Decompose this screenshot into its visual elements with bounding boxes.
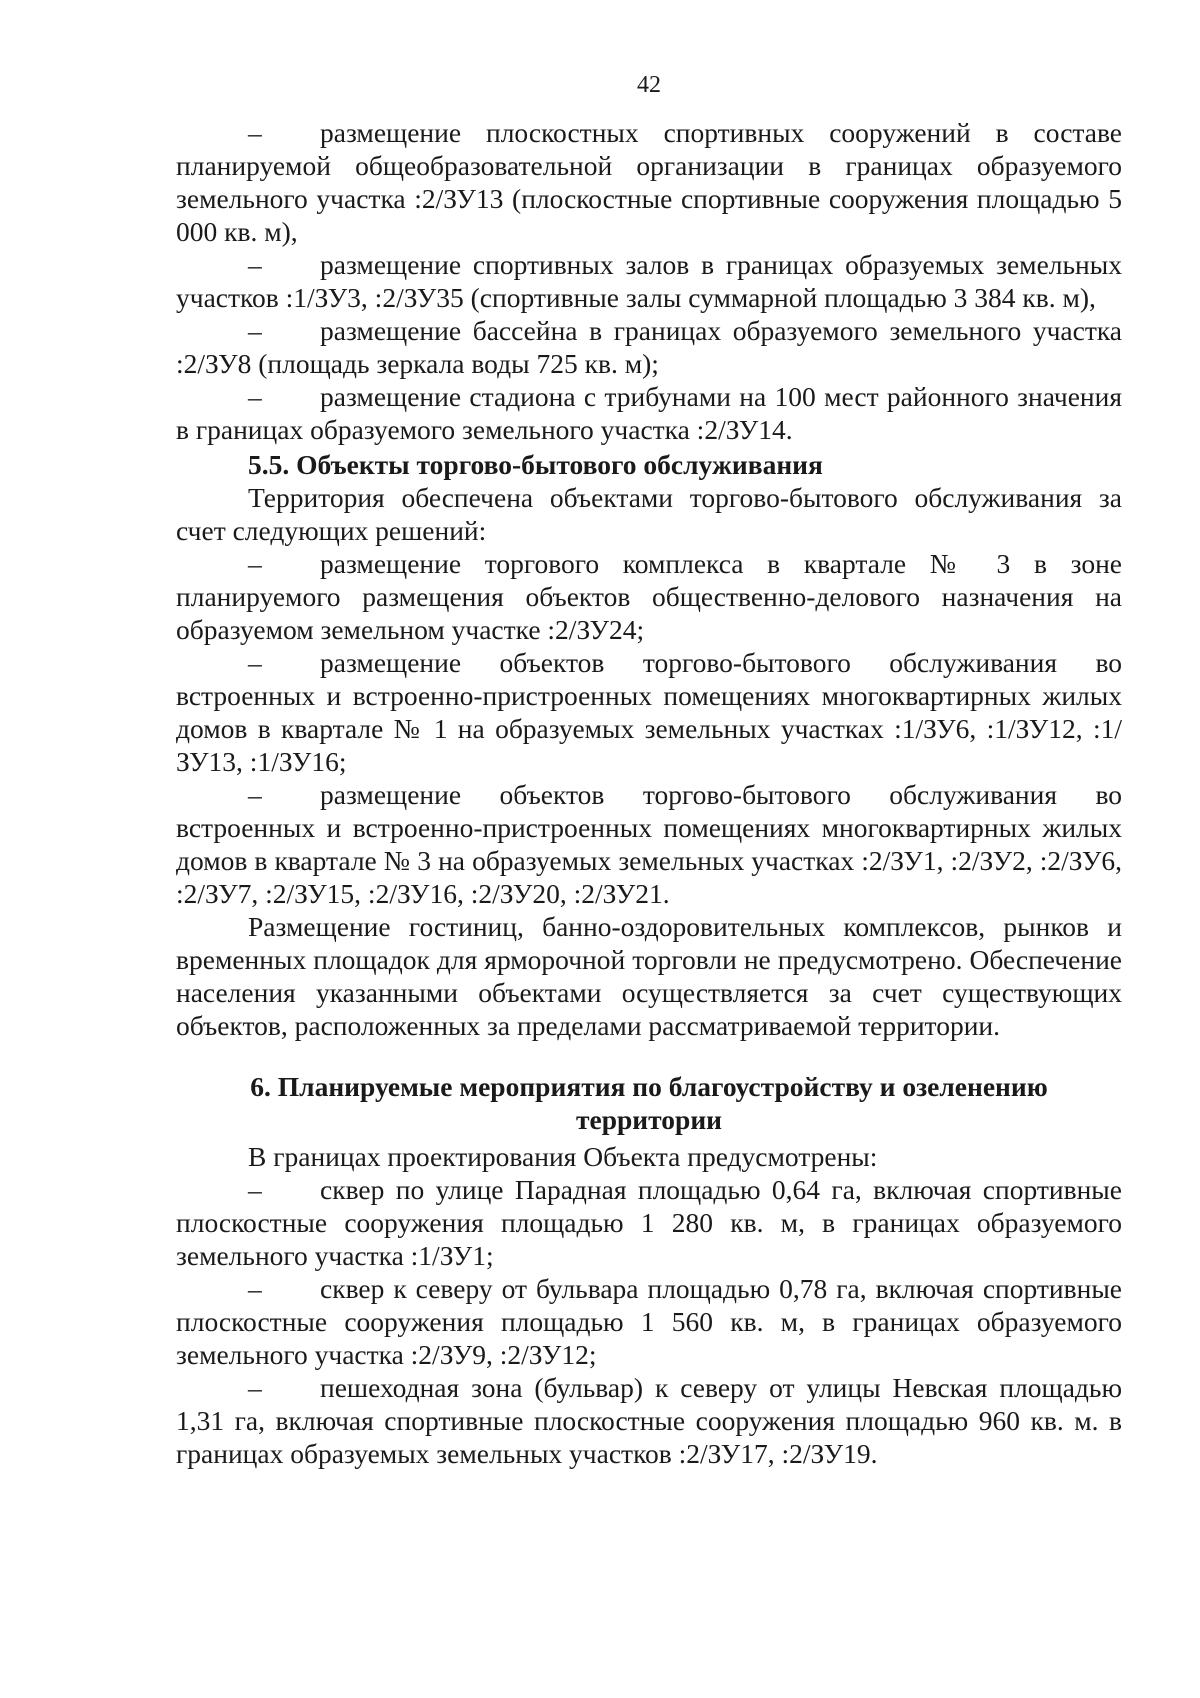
landscape-item-2 <box>176 1272 1122 1371</box>
dash-mark: – <box>248 315 262 346</box>
section-5-5-intro: Территория обеспечена объектами торгово-бытового обслуживания за счет следующих решений: <box>176 482 1122 546</box>
section-6-intro: В границах проектирования Объекта предусмотрены: <box>248 1141 878 1172</box>
sport-item-3 <box>176 314 1122 380</box>
trade-item-3 <box>176 778 1122 910</box>
landscape-item-1 <box>176 1173 1122 1272</box>
sport-item-text: размещение стадиона с трибунами на 100 мест районного значения в границах образуемого земельного участка :2/ЗУ14. <box>176 381 1122 445</box>
dash-mark: – <box>248 1372 262 1403</box>
dash-mark: – <box>248 249 262 280</box>
dash-mark: – <box>248 1174 262 1205</box>
sport-item-text: размещение бассейна в границах образуемого земельного участка :2/ЗУ8 (площадь зеркала воды 725 кв. м); <box>176 315 1122 379</box>
trade-item-text: размещение объектов торгово-бытового обслуживания во встроенных и встроенно-пристроенных помещениях многоквартирных жилых домов в квартале № 1 на образуемых земельных участках :1/ЗУ6, :1/ЗУ12, :1/ЗУ13, :1/ЗУ16; <box>176 647 1122 777</box>
trade-item-text: размещение объектов торгово-бытового обслуживания во встроенных и встроенно-пристроенных помещениях многоквартирных жилых домов в квартале № 3 на образуемых земельных участках :2/ЗУ1, :2/ЗУ2, :2/ЗУ6, :2/ЗУ7, :2/ЗУ15, :2/ЗУ16, :2/ЗУ20, :2/ЗУ21. <box>176 779 1122 909</box>
sport-item-text: размещение плоскостных спортивных сооружений в составе планируемой общеобразовательной организации в границах образуемого земельного участка :2/ЗУ13 (плоскостные спортивные сооружения площадью 5 000 кв. м), <box>176 117 1122 247</box>
dash-mark: – <box>248 381 262 412</box>
sport-item-4 <box>176 380 1122 446</box>
landscape-item-text: сквер по улице Парадная площадью 0,64 га, включая спортивные плоскостные сооружения площадью 1 280 кв. м, в границах образуемого земельного участка :1/ЗУ1; <box>176 1174 1122 1271</box>
section-6-heading: 6. Планируемые мероприятия по благоустройству и озеленению территории <box>250 1071 1048 1135</box>
sport-item-2 <box>176 248 1122 314</box>
sport-item-1 <box>176 116 1122 248</box>
trade-item-1 <box>176 547 1122 646</box>
landscape-item-3 <box>176 1371 1122 1470</box>
trade-item-text: размещение торгового комплекса в квартале № 3 в зоне планируемого размещения объектов общественно-делового назначения на образуемом земельном участке :2/ЗУ24; <box>176 548 1122 645</box>
document-page <box>176 70 1122 1470</box>
page-number: 42 <box>637 72 661 98</box>
section-5-5-heading: 5.5. Объекты торгово-бытового обслуживания <box>248 449 823 480</box>
dash-mark: – <box>248 117 262 148</box>
dash-mark: – <box>248 779 262 810</box>
landscape-item-text: пешеходная зона (бульвар) к северу от улицы Невская площадью 1,31 га, включая спортивные плоскостные сооружения площадью 960 кв. м. в границах образуемых земельных участков :2/ЗУ17, :2/ЗУ19. <box>176 1372 1122 1469</box>
landscape-item-text: сквер к северу от бульвара площадью 0,78 га, включая спортивные плоскостные сооружения площадью 1 560 кв. м, в границах образуемого земельного участка :2/ЗУ9, :2/ЗУ12; <box>176 1273 1122 1370</box>
dash-mark: – <box>248 1273 262 1304</box>
dash-mark: – <box>248 647 262 678</box>
trade-item-2 <box>176 646 1122 778</box>
section-5-5-closing: Размещение гостиниц, банно-оздоровительных комплексов, рынков и временных площадок для ярморочной торговли не предусмотрено. Обеспечение населения указанными объектами осуществляется за счет существующих объектов, расположенных за пределами рассматриваемой территории. <box>176 911 1122 1041</box>
sport-item-text: размещение спортивных залов в границах образуемых земельных участков :1/ЗУ3, :2/ЗУ35 (спортивные залы суммарной площадью 3 384 кв. м), <box>176 249 1122 313</box>
dash-mark: – <box>248 548 262 579</box>
